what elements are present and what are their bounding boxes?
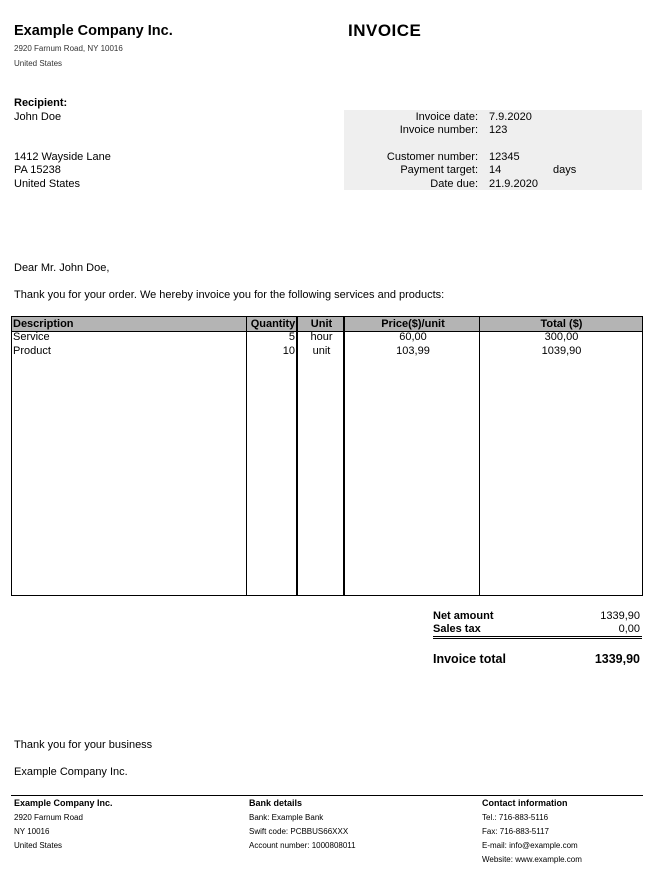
row-description: Service — [13, 331, 50, 343]
row-total: 300,00 — [544, 331, 579, 343]
footer-contact-fax: Fax: 716-883-5117 — [482, 827, 550, 836]
payment-target-label: Payment target: — [400, 164, 478, 176]
footer-company-line: 2920 Farnum Road — [14, 813, 83, 822]
invoice-number-label: Invoice number: — [399, 124, 478, 136]
meta-row-invoice-date — [344, 111, 642, 124]
table-bottom-border — [11, 595, 643, 596]
footer-bank — [249, 796, 356, 853]
payment-target-value: 14 — [489, 164, 502, 176]
row-quantity: 10 — [282, 345, 295, 357]
sales-tax-label: Sales tax — [433, 623, 481, 635]
col-border — [479, 316, 480, 596]
footer-bank-heading: Bank details — [249, 798, 303, 808]
net-amount-value: 1339,90 — [600, 610, 640, 622]
invoice-total-label: Invoice total — [433, 652, 506, 666]
row-price: 103,99 — [396, 345, 430, 357]
footer-bank-line: Swift code: PCBBUS66XXX — [249, 827, 349, 836]
invoice-title: INVOICE — [348, 21, 422, 40]
company-name: Example Company Inc. — [14, 23, 173, 39]
meta-row-date-due — [344, 178, 642, 191]
col-border — [11, 316, 12, 596]
header-description: Description — [13, 318, 74, 330]
row-unit: hour — [310, 331, 333, 343]
header-price: Price($)/unit — [381, 318, 445, 330]
recipient-city: PA 15238 — [14, 164, 61, 176]
invoice-meta-box — [344, 110, 642, 190]
intro-text: Thank you for your order. We hereby invoice you for the following services and products: — [14, 289, 445, 301]
totals-divider — [433, 636, 642, 637]
meta-row-invoice-number — [344, 124, 642, 137]
footer-bank-line: Bank: Example Bank — [249, 813, 324, 822]
date-due-value: 21.9.2020 — [489, 178, 538, 190]
col-border — [296, 316, 298, 596]
meta-row-customer-number — [344, 151, 642, 164]
recipient-label: Recipient: — [14, 97, 68, 109]
footer-contact-phone: Tel.: 716-883-5116 — [482, 813, 549, 822]
company-street: 2920 Farnum Road, NY 10016 — [14, 44, 123, 53]
col-border — [343, 316, 345, 596]
salutation: Dear Mr. John Doe, — [14, 262, 110, 274]
row-description: Product — [13, 345, 51, 357]
footer-company — [14, 796, 113, 853]
date-due-label: Date due: — [430, 178, 478, 190]
footer-contact-email: E-mail: info@example.com — [482, 841, 578, 850]
recipient-country: United States — [14, 178, 81, 190]
recipient-street: 1412 Wayside Lane — [14, 151, 111, 163]
invoice-date-value: 7.9.2020 — [489, 111, 532, 123]
header-total: Total ($) — [540, 318, 583, 330]
recipient-name: John Doe — [14, 111, 62, 123]
header-unit: Unit — [310, 318, 333, 330]
footer-contact-website: Website: www.example.com — [482, 855, 582, 864]
invoice-total-value: 1339,90 — [594, 652, 640, 666]
payment-target-unit: days — [553, 164, 577, 176]
col-border — [642, 316, 643, 596]
footer-company-heading: Example Company Inc. — [14, 798, 113, 808]
meta-row-payment-target — [344, 164, 642, 177]
sales-tax-value: 0,00 — [618, 623, 640, 635]
row-quantity: 5 — [288, 331, 295, 343]
header-quantity: Quantity — [250, 318, 296, 330]
footer-company-line: NY 10016 — [14, 827, 50, 836]
totals-divider — [433, 638, 642, 639]
customer-number-value: 12345 — [489, 151, 520, 163]
footer-contact — [482, 796, 582, 867]
net-amount-label: Net amount — [433, 610, 494, 622]
invoice-date-label: Invoice date: — [415, 111, 478, 123]
company-country: United States — [14, 59, 63, 68]
footer-contact-heading: Contact information — [482, 798, 568, 808]
thanks-text: Thank you for your business — [14, 739, 153, 751]
closing-signature: Example Company Inc. — [14, 766, 128, 778]
footer-company-line: United States — [14, 841, 63, 850]
row-unit: unit — [312, 345, 331, 357]
col-border — [246, 316, 247, 596]
customer-number-label: Customer number: — [386, 151, 478, 163]
items-table — [11, 316, 643, 596]
row-price: 60,00 — [399, 331, 427, 343]
invoice-number-value: 123 — [489, 124, 508, 136]
footer-bank-line: Account number: 1000808011 — [249, 841, 356, 850]
row-total: 1039,90 — [541, 345, 582, 357]
